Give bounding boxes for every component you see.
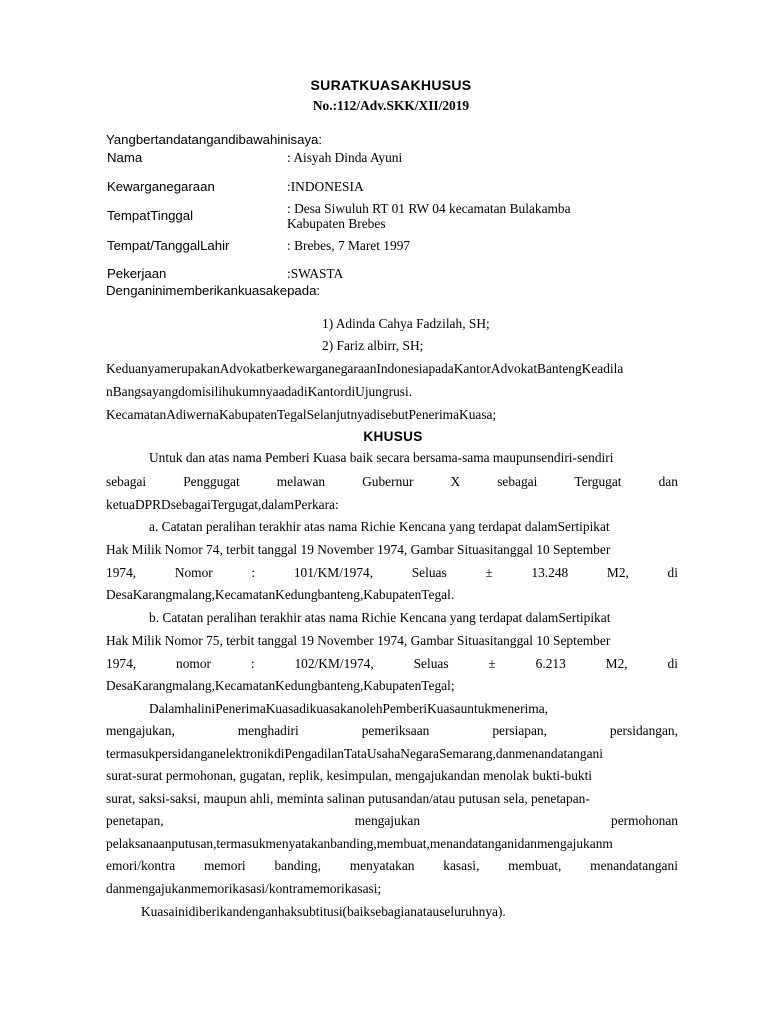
document-number: No.:112/Adv.SKK/XII/2019	[312, 98, 470, 113]
body-p1-line-1: Untuk dan atas nama Pemberi Kuasa baik secara bersama-sama maupunsendiri-sendiri	[149, 450, 614, 465]
word: 1974,	[106, 656, 137, 671]
word: Seluas	[413, 656, 449, 671]
word: M2,	[605, 656, 628, 671]
word: menyatakan	[349, 858, 415, 873]
word: di	[667, 565, 678, 580]
item-b-line-3	[106, 656, 678, 676]
word: 101/KM/1974,	[293, 565, 374, 580]
word: ±	[488, 656, 496, 671]
item-b-line-4: DesaKarangmalang,KecamatanKedungbanteng,KabupatenTegal;	[106, 678, 455, 693]
word: sebagai	[106, 474, 147, 489]
body-p2-line-1: DalamhaliniPenerimaKuasadikuasakanolehPemberiKuasauntukmenerima,	[149, 701, 548, 716]
word: menghadiri	[237, 723, 299, 738]
value-tempat-tinggal-1: : Desa Siwuluh RT 01 RW 04 kecamatan Bulakamba	[287, 201, 571, 216]
attorney-1: 1) Adinda Cahya Fadzilah, SH;	[322, 316, 490, 331]
value-tempat-tinggal-2: Kabupaten Brebes	[287, 216, 386, 231]
attorney-desc-line-1: KeduanyamerupakanAdvokatberkewarganegaraanIndonesiapadaKantorAdvokatBantengKeadila	[106, 361, 624, 376]
item-b-line-2: Hak Milik Nomor 75, terbit tanggal 19 November 1974, Gambar Situasitanggal 10 September	[106, 633, 611, 648]
word: persidangan,	[609, 723, 678, 738]
intro-text: Yangbertandatangandibawahinisaya:	[106, 132, 323, 147]
word: membuat,	[508, 858, 562, 873]
word: nomor	[176, 656, 211, 671]
word: dan	[658, 474, 678, 489]
label-kewarganegaraan: Kewarganegaraan	[107, 179, 215, 194]
word: emori/kontra	[106, 858, 176, 873]
item-a-line-1: a. Catatan peralihan terakhir atas nama Richie Kencana yang terdapat dalamSertipikat	[149, 519, 610, 534]
word: Penggugat	[183, 474, 240, 489]
word: 6.213	[535, 656, 566, 671]
word: banding,	[274, 858, 321, 873]
word: Gubernur	[362, 474, 414, 489]
body-p1-line-2	[106, 474, 678, 494]
body-p2-line-6	[106, 813, 678, 833]
body-p2-line-5: surat, saksi-saksi, maupun ahli, meminta salinan putusandan/atau putusan sela, penetapan-	[106, 791, 590, 806]
grant-intro: Denganinimemberikankuasakepada:	[106, 283, 321, 298]
word: melawan	[276, 474, 326, 489]
attorney-desc-line-3: KecamatanAdiwernaKabupatenTegalSelanjutnyadisebutPenerimaKuasa;	[106, 407, 497, 422]
body-p1-line-3: ketuaDPRDsebagaiTergugat,dalamPerkara:	[106, 497, 339, 512]
label-tempat-tanggal-lahir: Tempat/TanggalLahir	[107, 238, 230, 253]
label-nama: Nama	[107, 150, 143, 165]
word: pemeriksaan	[361, 723, 430, 738]
value-tempat-tanggal-lahir: : Brebes, 7 Maret 1997	[287, 238, 411, 253]
label-pekerjaan: Pekerjaan	[107, 266, 167, 281]
word: mengajukan,	[106, 723, 175, 738]
body-p2-line-9: danmengajukanmemorikasasi/kontramemorikasasi;	[106, 881, 382, 896]
word: 13.248	[531, 565, 569, 580]
body-p2-line-3: termasukpersidanganelektronikdiPengadilanTataUsahaNegaraSemarang,danmenandatangani	[106, 746, 603, 761]
item-a-line-2: Hak Milik Nomor 74, terbit tanggal 19 November 1974, Gambar Situasitanggal 10 September	[106, 542, 611, 557]
word: M2,	[606, 565, 629, 580]
word: Tergugat	[574, 474, 622, 489]
word: memori	[203, 858, 246, 873]
attorney-desc-line-2: nBangsayangdomisilihukumnyaadadiKantordiUjungrusi.	[106, 384, 413, 399]
item-a-line-3	[106, 565, 678, 585]
closing-text: Kuasainidiberikandenganhaksubtitusi(baiksebagianatauseluruhnya).	[141, 904, 506, 919]
special-heading: KHUSUS	[363, 429, 423, 444]
item-b-line-1: b. Catatan peralihan terakhir atas nama Richie Kencana yang terdapat dalamSertipikat	[149, 610, 611, 625]
value-pekerjaan: :SWASTA	[287, 266, 344, 281]
word: menandatangani	[590, 858, 678, 873]
value-nama: : Aisyah Dinda Ayuni	[287, 150, 403, 165]
word: penetapan,	[106, 813, 164, 828]
value-kewarganegaraan: :INDONESIA	[287, 179, 364, 194]
attorney-2: 2) Fariz albirr, SH;	[322, 338, 424, 353]
word: 102/KM/1974,	[294, 656, 374, 671]
word: Seluas	[411, 565, 447, 580]
word: permohonan	[611, 813, 678, 828]
item-a-line-4: DesaKarangmalang,KecamatanKedungbanteng,KabupatenTegal.	[106, 587, 455, 602]
word: persiapan,	[492, 723, 547, 738]
document-title: SURATKUASAKHUSUS	[310, 77, 472, 93]
word: :	[250, 656, 255, 671]
word: kasasi,	[443, 858, 480, 873]
word: Nomor	[174, 565, 213, 580]
word: :	[251, 565, 256, 580]
word: 1974,	[106, 565, 137, 580]
word: ±	[485, 565, 493, 580]
body-p2-line-4: surat-surat permohonan, gugatan, replik, kesimpulan, mengajukandan menolak bukti-bukti	[106, 768, 593, 783]
word: di	[667, 656, 678, 671]
word: X	[450, 474, 461, 489]
word: mengajukan	[354, 813, 421, 828]
body-p2-line-2	[106, 723, 678, 743]
word: sebagai	[497, 474, 538, 489]
label-tempat-tinggal: TempatTinggal	[107, 208, 194, 223]
body-p2-line-8	[106, 858, 678, 878]
body-p2-line-7: pelaksanaanputusan,termasukmenyatakanbanding,membuat,menandatanganidanmengajukanm	[106, 836, 613, 851]
